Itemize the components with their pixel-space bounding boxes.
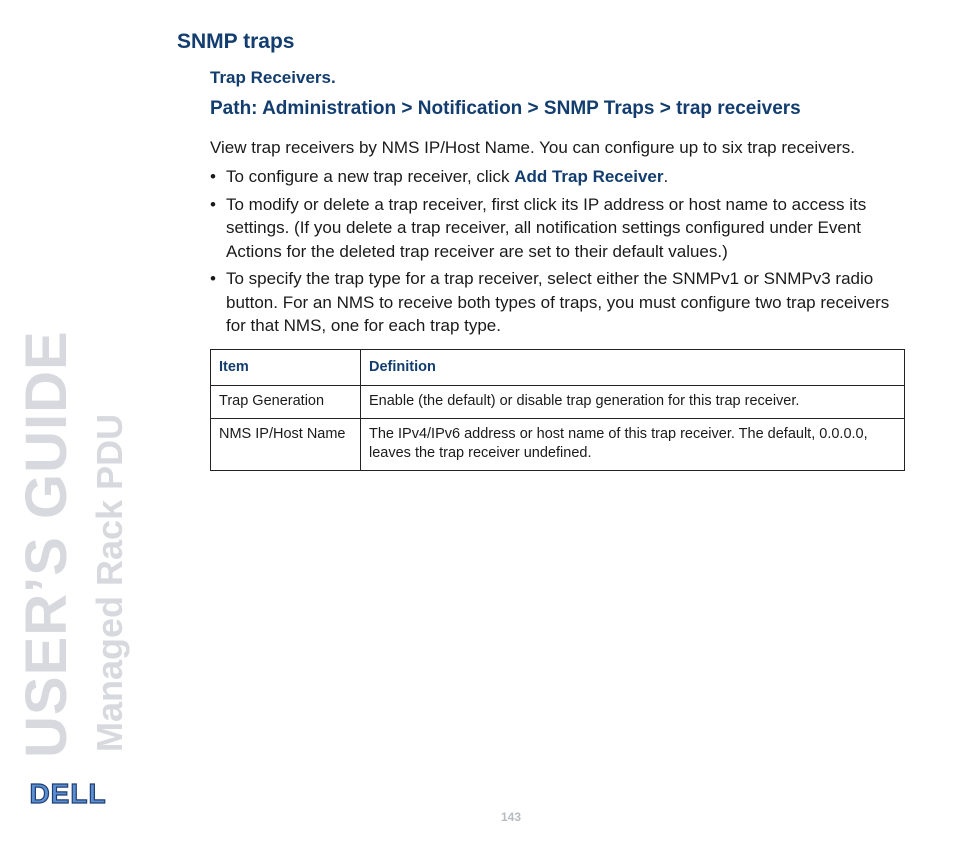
table-row: [211, 419, 905, 471]
table-cell-item: Trap Generation: [211, 386, 361, 419]
table-cell-definition: The IPv4/IPv6 address or host name of this trap receiver. The default, 0.0.0.0, leaves the trap receiver undefined.: [361, 419, 905, 471]
table-cell-definition: Enable (the default) or disable trap generation for this trap receiver.: [361, 386, 905, 419]
table-header-row: [211, 350, 905, 386]
dell-logo: [24, 778, 112, 806]
navigation-path: Path: Administration > Notification > SNMP Traps > trap receivers: [210, 98, 801, 119]
add-trap-receiver-link[interactable]: Add Trap Receiver: [514, 167, 664, 186]
definition-table: [210, 349, 905, 471]
instruction-list: [210, 165, 910, 342]
bullet-text: .: [663, 167, 669, 186]
column-header-item: Item: [211, 350, 361, 386]
table-cell-item: NMS IP/Host Name: [211, 419, 361, 471]
dell-logo-text: DELL: [29, 778, 107, 806]
list-item: [210, 165, 910, 189]
list-item: • To modify or delete a trap receiver, first click its IP address or host name to access its settings. (If you delete a trap receiver, all notification settings configured under Event Actions for the deleted trap receiver are set to their default values.): [210, 193, 910, 264]
intro-paragraph: View trap receivers by NMS IP/Host Name. You can configure up to six trap receivers.: [210, 138, 856, 157]
subsection-title: Trap Receivers.: [210, 68, 336, 87]
list-item: • To specify the trap type for a trap receiver, select either the SNMPv1 or SNMPv3 radio button. For an NMS to receive both types of traps, you must configure two trap receivers for that NMS, one for each trap type.: [210, 267, 910, 338]
page-number: 143: [500, 810, 522, 824]
column-header-definition: Definition: [361, 350, 905, 386]
section-title: SNMP traps: [177, 30, 295, 53]
table-row: [211, 386, 905, 419]
bullet-text: To configure a new trap receiver, click: [226, 167, 515, 186]
sidebar-guide-title: USER’S GUIDE: [14, 330, 79, 758]
sidebar-product-name: Managed Rack PDU: [89, 413, 130, 752]
